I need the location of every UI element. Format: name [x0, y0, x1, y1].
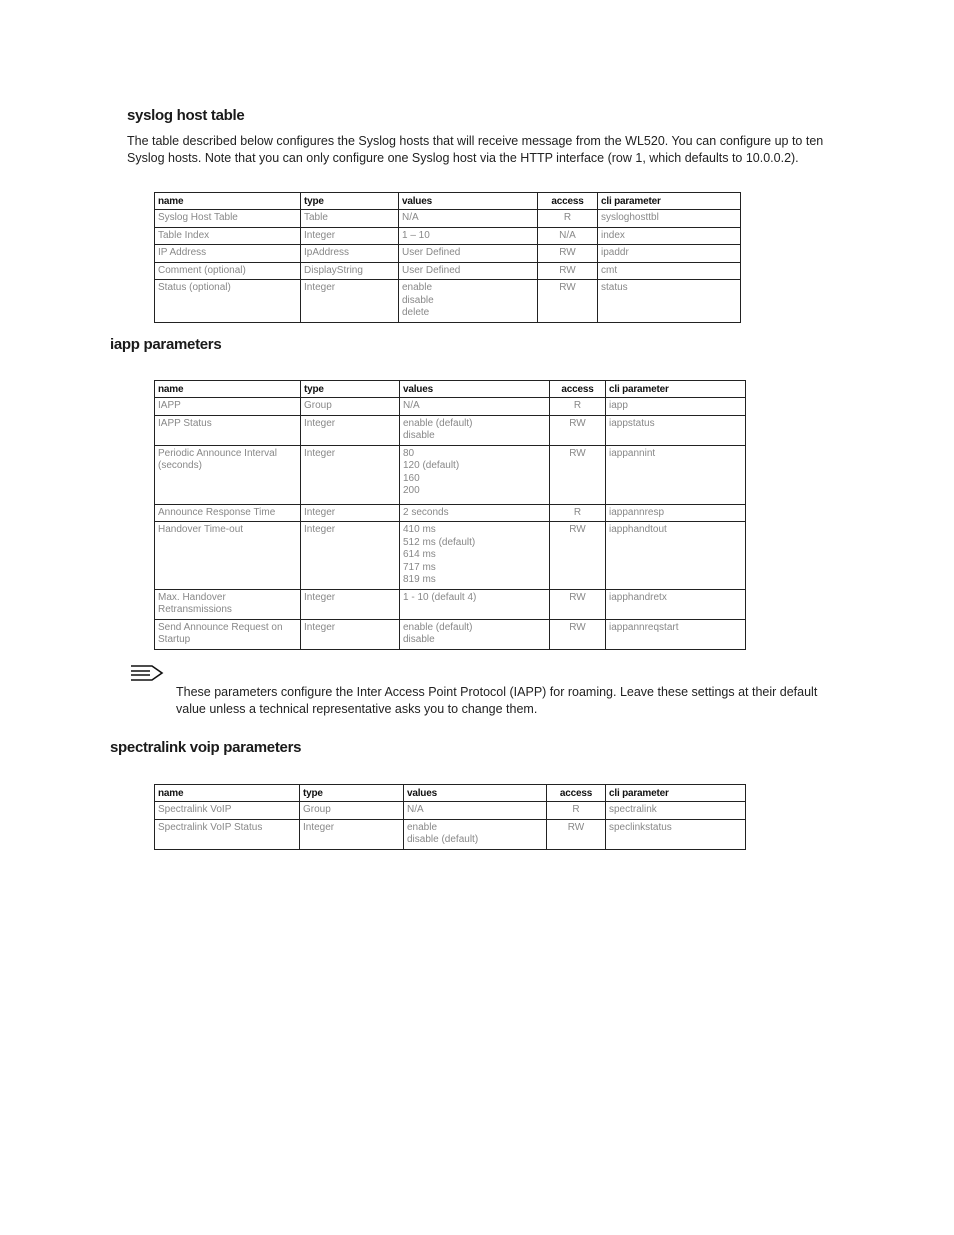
- value-line: N/A: [402, 212, 419, 223]
- column-header-cli-parameter: cli parameter: [598, 193, 741, 210]
- table-header-row: [155, 381, 746, 398]
- table-row: [155, 445, 746, 504]
- cell-values: [404, 802, 547, 820]
- table-header-row: [155, 193, 741, 210]
- cell-type: Table: [301, 210, 399, 228]
- table-row: [155, 415, 746, 445]
- value-line: disable: [403, 634, 435, 645]
- cell-name: Handover Time-out: [155, 522, 301, 590]
- cell-type: Integer: [301, 280, 399, 323]
- cell-cli-parameter: spectralink: [606, 802, 746, 820]
- column-header-values: values: [404, 785, 547, 802]
- cell-access: RW: [550, 415, 606, 445]
- cell-access: R: [550, 398, 606, 416]
- syslog-paragraph: [127, 133, 827, 167]
- value-line: enable: [402, 282, 433, 293]
- value-line: User Defined: [402, 264, 461, 276]
- cell-name: Announce Response Time: [155, 504, 301, 522]
- note-icon: [130, 664, 164, 682]
- cell-values: [400, 445, 550, 504]
- cell-name: IAPP: [155, 398, 301, 416]
- value-line: disable: [403, 430, 435, 441]
- cell-values: [400, 415, 550, 445]
- syslog-paragraph-line-1: The table described below configures the Syslog hosts that will receive message from the WL520. You can configure up to ten: [127, 134, 824, 148]
- table-row: [155, 210, 741, 228]
- column-header-access: access: [550, 381, 606, 398]
- cell-access: R: [538, 210, 598, 228]
- cell-access: RW: [550, 589, 606, 619]
- spectralink-heading: spectralink voip parameters: [110, 739, 302, 756]
- cell-values: [404, 819, 547, 849]
- syslog-table: [154, 192, 741, 323]
- value-line: 512 ms (default): [403, 536, 476, 548]
- column-header-name: name: [155, 381, 301, 398]
- value-line: 160: [403, 472, 420, 484]
- column-header-type: type: [301, 193, 399, 210]
- cell-access: RW: [538, 280, 598, 323]
- cell-cli-parameter: iappannresp: [606, 504, 746, 522]
- value-line: enable (default): [403, 417, 473, 429]
- cell-name: IP Address: [155, 245, 301, 263]
- spectralink-table: [154, 784, 746, 850]
- cell-values: [399, 245, 538, 263]
- cell-values: [400, 504, 550, 522]
- value-line: 200: [403, 485, 420, 496]
- cell-name: Periodic Announce Interval (seconds): [155, 445, 301, 504]
- table-row: [155, 280, 741, 323]
- cell-access: R: [550, 504, 606, 522]
- table-row: [155, 802, 746, 820]
- table-row: [155, 227, 741, 245]
- value-line: disable: [402, 294, 434, 306]
- table-row: [155, 262, 741, 280]
- value-line: 120 (default): [403, 460, 460, 471]
- table-row: [155, 619, 746, 649]
- table-row: [155, 589, 746, 619]
- cell-cli-parameter: ipaddr: [598, 245, 741, 263]
- cell-cli-parameter: cmt: [598, 262, 741, 280]
- table-header-row: [155, 785, 746, 802]
- cell-values: [400, 589, 550, 619]
- syslog-paragraph-line-2: Syslog hosts. Note that you can only configure one Syslog host via the HTTP interface (row 1, which defaults to 10.0.0.2).: [127, 151, 799, 165]
- column-header-values: values: [399, 193, 538, 210]
- value-line: 819 ms: [403, 574, 436, 585]
- cell-type: Integer: [300, 819, 404, 849]
- value-line: 80: [403, 447, 415, 459]
- cell-name: Syslog Host Table: [155, 210, 301, 228]
- column-header-name: name: [155, 785, 300, 802]
- cell-type: Group: [300, 802, 404, 820]
- cell-cli-parameter: iapphandretx: [606, 589, 746, 619]
- cell-values: [399, 227, 538, 245]
- value-line: N/A: [407, 804, 424, 815]
- column-header-type: type: [300, 785, 404, 802]
- cell-access: RW: [538, 245, 598, 263]
- value-line: N/A: [403, 400, 420, 411]
- value-line: disable (default): [407, 834, 479, 845]
- iapp-note-line-2: value unless a technical representative asks you to change them.: [176, 702, 538, 716]
- cell-values: [400, 619, 550, 649]
- cell-cli-parameter: sysloghosttbl: [598, 210, 741, 228]
- cell-cli-parameter: index: [598, 227, 741, 245]
- cell-name: Table Index: [155, 227, 301, 245]
- column-header-type: type: [301, 381, 400, 398]
- cell-type: Group: [301, 398, 400, 416]
- iapp-note: [176, 684, 856, 718]
- cell-name: Spectralink VoIP Status: [155, 819, 300, 849]
- value-line: 2 seconds: [403, 506, 449, 518]
- cell-access: R: [547, 802, 606, 820]
- cell-access: RW: [538, 262, 598, 280]
- table-row: [155, 398, 746, 416]
- iapp-heading: iapp parameters: [110, 336, 222, 353]
- column-header-values: values: [400, 381, 550, 398]
- cell-type: Integer: [301, 619, 400, 649]
- cell-access: RW: [550, 522, 606, 590]
- value-line: 1 – 10: [402, 229, 430, 241]
- column-header-cli-parameter: cli parameter: [606, 785, 746, 802]
- cell-type: Integer: [301, 415, 400, 445]
- cell-type: DisplayString: [301, 262, 399, 280]
- cell-name: Status (optional): [155, 280, 301, 323]
- cell-name: Send Announce Request on Startup: [155, 619, 301, 649]
- cell-values: [399, 262, 538, 280]
- cell-name: IAPP Status: [155, 415, 301, 445]
- column-header-name: name: [155, 193, 301, 210]
- cell-cli-parameter: iappannreqstart: [606, 619, 746, 649]
- cell-cli-parameter: speclinkstatus: [606, 819, 746, 849]
- cell-type: IpAddress: [301, 245, 399, 263]
- column-header-cli-parameter: cli parameter: [606, 381, 746, 398]
- value-line: 1 - 10 (default 4): [403, 591, 477, 603]
- cell-cli-parameter: iappstatus: [606, 415, 746, 445]
- table-row: [155, 522, 746, 590]
- cell-values: [399, 280, 538, 323]
- cell-access: N/A: [538, 227, 598, 245]
- column-header-access: access: [538, 193, 598, 210]
- value-line: enable: [407, 821, 438, 833]
- iapp-table: [154, 380, 746, 650]
- iapp-note-line-1: These parameters configure the Inter Access Point Protocol (IAPP) for roaming. Leave these settings at their default: [176, 685, 818, 699]
- cell-type: Integer: [301, 504, 400, 522]
- cell-name: Comment (optional): [155, 262, 301, 280]
- table-row: [155, 504, 746, 522]
- value-line: 614 ms: [403, 549, 436, 560]
- cell-access: RW: [547, 819, 606, 849]
- cell-type: Integer: [301, 445, 400, 504]
- cell-name: Max. Handover Retransmissions: [155, 589, 301, 619]
- cell-access: RW: [550, 445, 606, 504]
- table-row: [155, 819, 746, 849]
- cell-type: Integer: [301, 589, 400, 619]
- value-line: 410 ms: [403, 524, 436, 535]
- value-line: 717 ms: [403, 561, 436, 573]
- cell-values: [399, 210, 538, 228]
- cell-type: Integer: [301, 227, 399, 245]
- cell-cli-parameter: iapphandtout: [606, 522, 746, 590]
- cell-name: Spectralink VoIP: [155, 802, 300, 820]
- cell-access: RW: [550, 619, 606, 649]
- value-line: enable (default): [403, 621, 473, 633]
- cell-cli-parameter: status: [598, 280, 741, 323]
- value-line: User Defined: [402, 247, 461, 258]
- cell-values: [400, 522, 550, 590]
- cell-cli-parameter: iapp: [606, 398, 746, 416]
- column-header-access: access: [547, 785, 606, 802]
- value-line: delete: [402, 307, 430, 318]
- table-row: [155, 245, 741, 263]
- cell-cli-parameter: iappannint: [606, 445, 746, 504]
- syslog-heading: syslog host table: [127, 107, 245, 124]
- cell-type: Integer: [301, 522, 400, 590]
- cell-values: [400, 398, 550, 416]
